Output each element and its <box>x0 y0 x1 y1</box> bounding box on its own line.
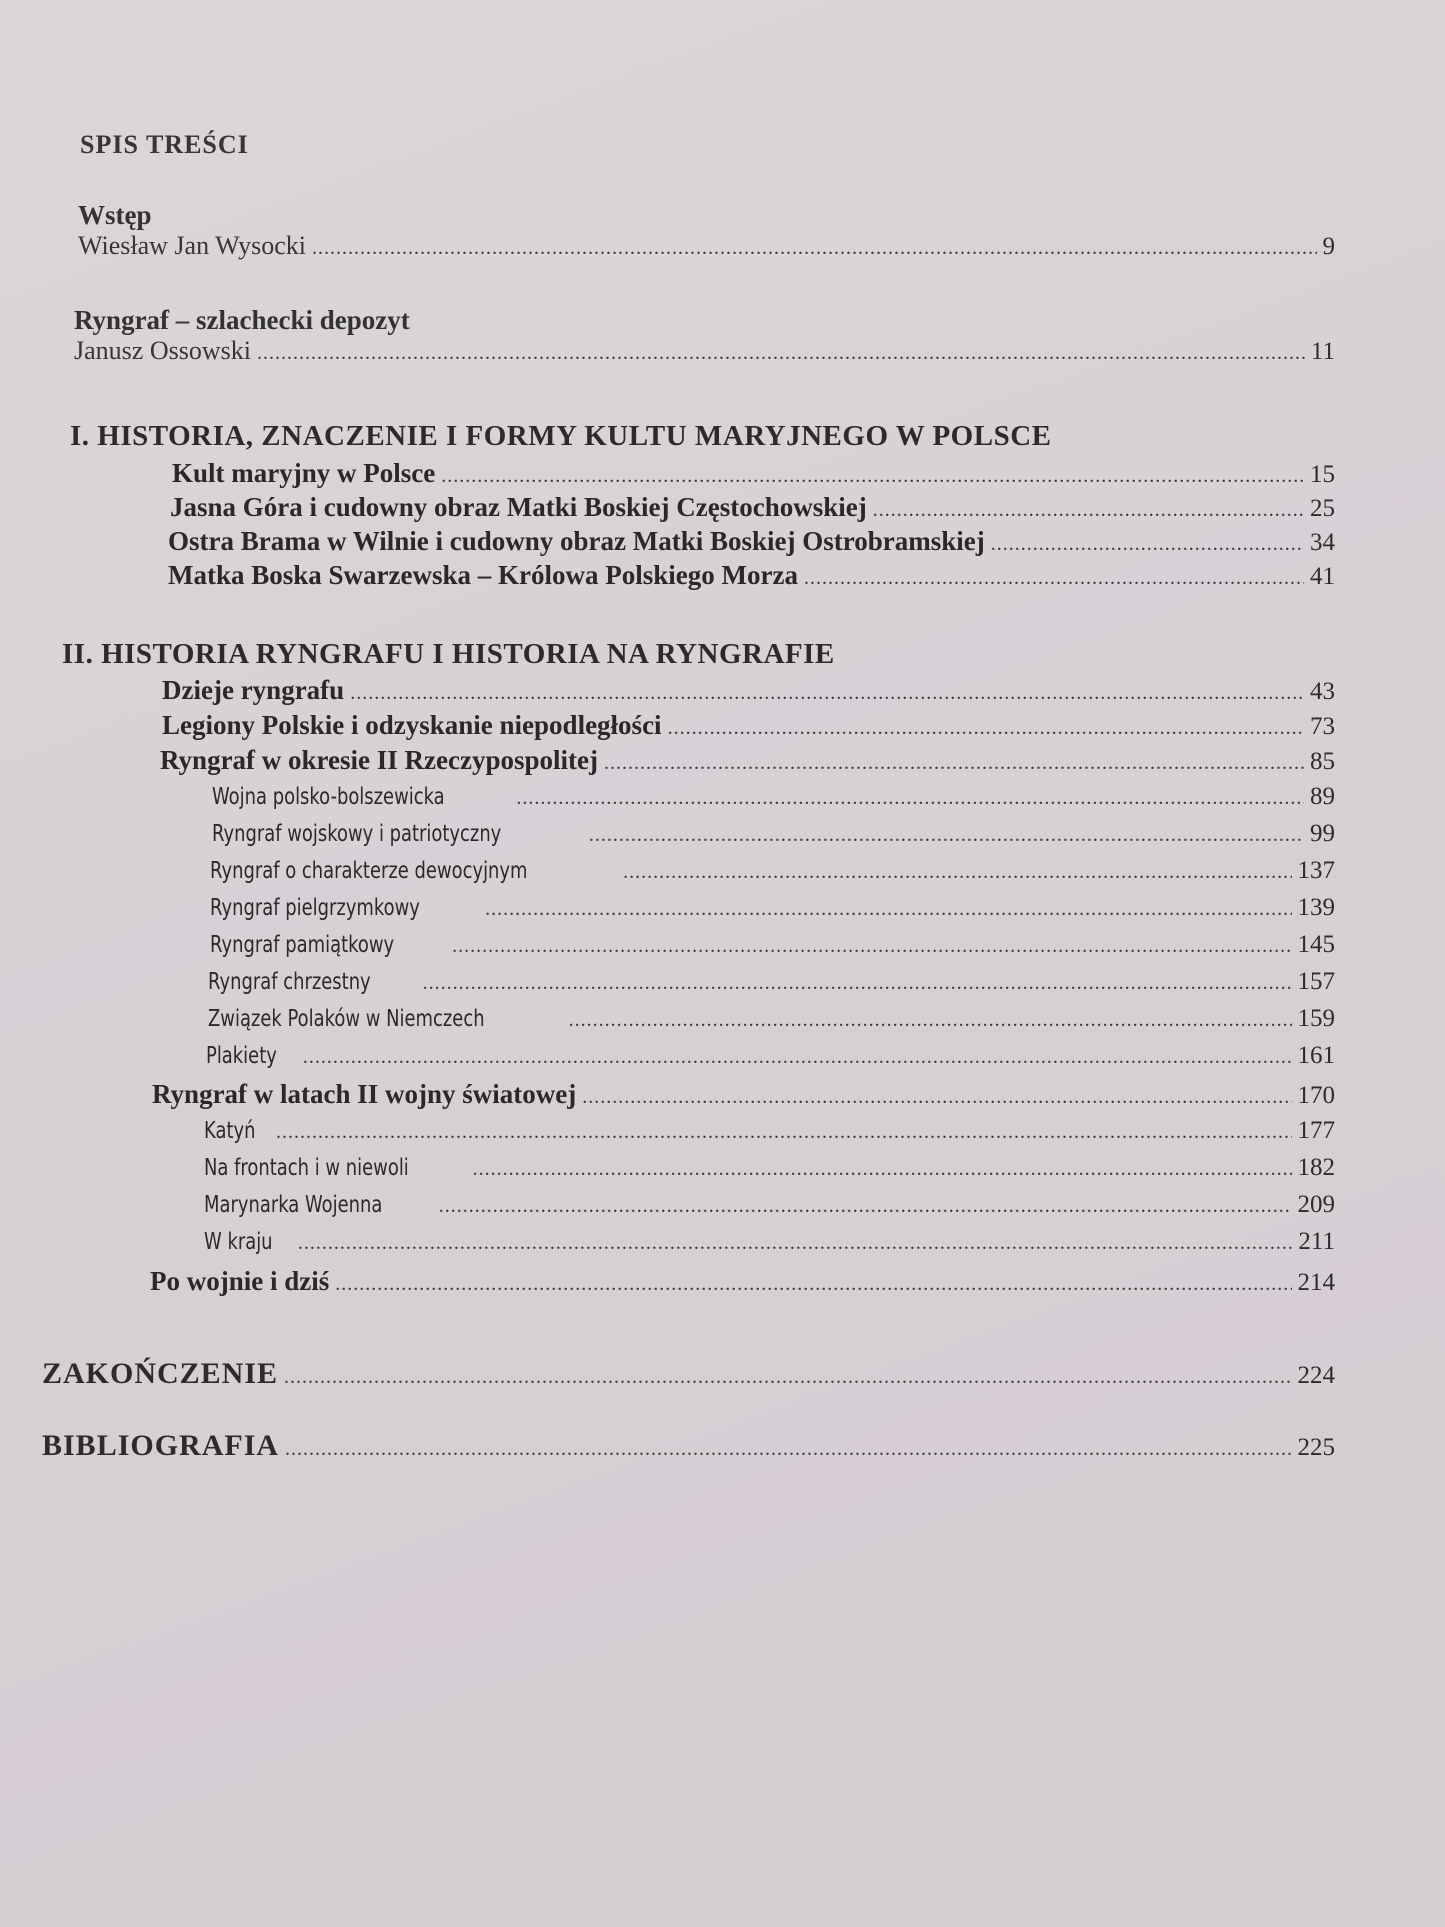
toc-entry-sub <box>210 857 1335 885</box>
toc-entry-sub <box>204 1154 1335 1182</box>
page-number: 89 <box>1310 783 1335 810</box>
entry-title: Ryngraf pielgrzymkowy <box>210 895 420 921</box>
leader-dots <box>485 898 1291 921</box>
leader-dots <box>668 717 1304 740</box>
entry-title: Jasna Góra i cudowny obraz Matki Boskiej Częstochowskiej <box>170 492 867 522</box>
entry-title: Marynarka Wojenna <box>204 1192 383 1218</box>
toc-entry-sub <box>204 1117 1335 1145</box>
leader-dots <box>623 861 1291 884</box>
toc-entry-sub <box>212 783 1335 811</box>
entry-title: Katyń <box>204 1118 256 1144</box>
leader-dots <box>569 1009 1292 1032</box>
page-number: 137 <box>1297 857 1335 884</box>
toc-entry <box>168 560 1335 591</box>
toc-entry <box>150 1266 1335 1297</box>
page-number: 211 <box>1298 1228 1335 1255</box>
entry-row <box>74 336 1335 366</box>
page-number: 159 <box>1297 1005 1335 1032</box>
entry-title: Związek Polaków w Niemczech <box>208 1006 485 1032</box>
toc-entry-sub <box>204 1228 1335 1256</box>
leader-dots <box>303 1046 1292 1069</box>
entry-title: Na frontach i w niewoli <box>204 1155 409 1181</box>
entry-title: Wojna polsko-bolszewicka <box>212 784 445 810</box>
entry-title: Matka Boska Swarzewska – Królowa Polskiego Morza <box>168 560 798 590</box>
page-number: 145 <box>1297 931 1335 958</box>
leader-dots <box>284 1366 1291 1389</box>
page-number: 11 <box>1310 338 1335 365</box>
leader-dots <box>873 499 1304 522</box>
leader-dots <box>516 787 1304 810</box>
entry-title: Ryngraf pamiątkowy <box>210 932 395 958</box>
leader-dots <box>285 1438 1291 1461</box>
toc-entry-sub <box>204 1191 1335 1219</box>
entry-title: Dzieje ryngrafu <box>162 675 345 705</box>
page-number: 43 <box>1310 678 1335 705</box>
leader-dots <box>335 1273 1291 1296</box>
toc-title: SPIS TREŚCI <box>80 130 249 159</box>
toc-entry <box>160 745 1335 776</box>
section-heading-1: I. HISTORIA, ZNACZENIE I FORMY KULTU MARYJNEGO W POLSCE <box>70 420 1052 452</box>
page-number: 41 <box>1310 563 1335 590</box>
entry-title: ZAKOŃCZENIE <box>42 1357 279 1390</box>
entry-title: Ryngraf chrzestny <box>208 969 371 995</box>
entry-row <box>78 231 1335 261</box>
page-number: 157 <box>1297 968 1335 995</box>
leader-dots <box>589 824 1304 847</box>
toc-entry-sub <box>210 894 1335 922</box>
toc-entry <box>168 526 1335 557</box>
toc-entry-depozyt <box>74 305 1335 366</box>
leader-dots <box>423 972 1292 995</box>
page-number: 9 <box>1322 233 1335 260</box>
page-number: 34 <box>1310 529 1335 556</box>
page-number: 182 <box>1297 1154 1335 1181</box>
section-heading-2: II. HISTORIA RYNGRAFU I HISTORIA NA RYNGRAFIE <box>62 638 835 670</box>
page-number: 224 <box>1297 1362 1335 1389</box>
entry-title: BIBLIOGRAFIA <box>42 1429 280 1462</box>
entry-title: Legiony Polskie i odzyskanie niepodległości <box>162 710 662 740</box>
entry-author: Janusz Ossowski <box>74 336 251 365</box>
page-number: 85 <box>1310 748 1335 775</box>
leader-dots <box>312 237 1317 260</box>
page-number: 139 <box>1297 894 1335 921</box>
entry-title: Ryngraf w okresie II Rzeczypospolitej <box>160 745 598 775</box>
page-number: 161 <box>1297 1042 1335 1069</box>
leader-dots <box>439 1195 1292 1218</box>
entry-title: Ostra Brama w Wilnie i cudowny obraz Matki Boskiej Ostrobramskiej <box>168 526 985 556</box>
leader-dots <box>298 1232 1293 1255</box>
toc-entry <box>172 458 1335 489</box>
page-number: 209 <box>1297 1191 1335 1218</box>
entry-title: Ryngraf – szlachecki depozyt <box>74 305 410 335</box>
page-number: 99 <box>1310 820 1335 847</box>
entry-author: Wiesław Jan Wysocki <box>78 231 306 260</box>
page-number: 225 <box>1297 1434 1335 1461</box>
entry-title: Plakiety <box>206 1043 277 1069</box>
toc-entry <box>162 710 1335 741</box>
page-number: 170 <box>1297 1082 1335 1109</box>
toc-entry-sub <box>210 931 1335 959</box>
leader-dots <box>441 465 1304 488</box>
entry-title: Wstęp <box>78 200 152 230</box>
leader-dots <box>582 1086 1291 1109</box>
toc-entry-sub <box>208 968 1335 996</box>
toc-entry <box>170 492 1335 523</box>
leader-dots <box>604 752 1304 775</box>
leader-dots <box>473 1158 1292 1181</box>
page-number: 214 <box>1297 1269 1335 1296</box>
page-number: 73 <box>1310 713 1335 740</box>
entry-title: Ryngraf w latach II wojny światowej <box>152 1079 577 1109</box>
toc-entry-sub <box>206 1042 1335 1070</box>
entry-title: Kult maryjny w Polsce <box>172 458 436 488</box>
toc-entry <box>162 675 1335 706</box>
page-number: 25 <box>1310 495 1335 522</box>
leader-dots <box>276 1121 1292 1144</box>
leader-dots <box>257 342 1305 365</box>
entry-title: Ryngraf wojskowy i patriotyczny <box>212 821 502 847</box>
entry-title: W kraju <box>204 1229 273 1255</box>
leader-dots <box>452 935 1291 958</box>
page-number: 177 <box>1297 1117 1335 1144</box>
entry-title: Po wojnie i dziś <box>150 1266 330 1296</box>
toc-entry-bibliografia <box>42 1429 1335 1463</box>
leader-dots <box>350 682 1304 705</box>
toc-entry-zakonczenie <box>42 1357 1335 1391</box>
toc-entry-wstep <box>78 200 1335 261</box>
toc-entry <box>152 1079 1335 1110</box>
entry-title: Ryngraf o charakterze dewocyjnym <box>210 858 528 884</box>
toc-entry-sub <box>212 820 1335 848</box>
toc-entry-sub <box>208 1005 1335 1033</box>
leader-dots <box>991 533 1304 556</box>
leader-dots <box>804 567 1304 590</box>
page-number: 15 <box>1310 461 1335 488</box>
